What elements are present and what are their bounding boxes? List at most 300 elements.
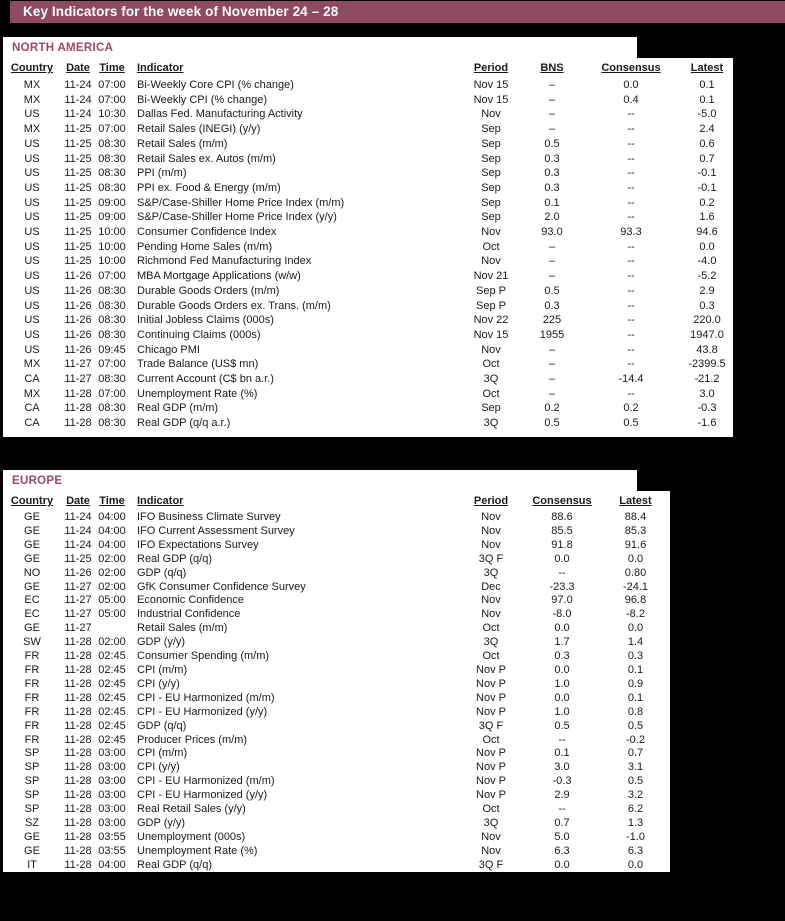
table-cell: 1.6 [699, 211, 715, 224]
europe-table-panel [3, 491, 670, 872]
table-cell: 93.0 [541, 226, 563, 239]
table-cell: 0.5 [627, 775, 644, 788]
table-row [3, 734, 670, 748]
column-header: Time [99, 62, 125, 74]
table-row [3, 78, 733, 93]
table-cell: 0.0 [554, 663, 570, 676]
table-cell: 11-25 [64, 196, 92, 209]
table-cell: 10:30 [98, 108, 126, 121]
table-row [3, 387, 733, 402]
table-cell: -- [627, 167, 635, 180]
table-cell: 11-28 [64, 830, 92, 843]
table-cell: 0.0 [554, 552, 570, 565]
table-cell: -- [627, 328, 635, 341]
table-cell: 02:45 [98, 691, 126, 704]
table-cell: -14.4 [618, 373, 644, 386]
table-cell: 11-28 [64, 691, 92, 704]
table-cell: 0.2 [544, 402, 560, 415]
table-cell: -- [627, 137, 635, 150]
table-cell: 0.5 [627, 719, 644, 732]
table-row [3, 720, 670, 734]
table-cell: GDP (y/y) [137, 636, 186, 649]
table-cell: -8.2 [626, 608, 645, 621]
table-cell: 11-25 [64, 240, 92, 253]
table-row [3, 553, 670, 567]
table-cell: Sep [481, 211, 501, 224]
table-cell: CPI (m/m) [137, 663, 188, 676]
table-cell: 0.7 [554, 816, 570, 829]
table-row [3, 137, 733, 152]
table-cell: US [24, 196, 40, 209]
table-cell: Oct [482, 733, 500, 746]
table-cell: 11-25 [64, 152, 92, 165]
table-cell: GE [24, 580, 40, 593]
table-cell: 0.3 [544, 299, 560, 312]
table-cell: GE [24, 552, 40, 565]
table-cell: 02:00 [98, 566, 126, 579]
table-cell: 08:30 [98, 137, 126, 150]
table-cell: 07:00 [98, 123, 126, 136]
table-cell: Retail Sales (m/m) [137, 137, 228, 150]
table-row [3, 122, 733, 137]
table-cell: CPI - EU Harmonized (m/m) [137, 691, 275, 704]
europe-section-title: EUROPE [12, 475, 63, 487]
table-row [3, 608, 670, 622]
table-cell: Nov [481, 538, 501, 551]
table-cell: 1955 [539, 328, 565, 341]
table-cell: -5.0 [697, 108, 717, 121]
table-row [3, 196, 733, 211]
table-cell: 11-24 [64, 79, 92, 91]
table-cell: – [548, 79, 556, 91]
table-cell: 11-28 [64, 387, 92, 400]
table-cell [95, 622, 129, 636]
table-cell: Nov [481, 226, 501, 239]
table-cell: -1.0 [626, 830, 645, 843]
table-cell: Real GDP (q/q) [137, 552, 212, 565]
table-row [3, 511, 670, 525]
table-cell: 10:00 [98, 240, 126, 253]
table-row [3, 152, 733, 167]
table-row [3, 594, 670, 608]
table-cell: 11-26 [64, 284, 92, 297]
column-header: Indicator [137, 62, 184, 74]
table-cell: 02:45 [98, 677, 126, 690]
table-cell: 88.6 [551, 511, 573, 523]
table-cell: 04:00 [98, 511, 126, 523]
table-cell: 1.0 [554, 705, 570, 718]
column-header: BNS [540, 62, 564, 74]
table-cell: SP [24, 789, 40, 802]
table-cell: -8.0 [552, 608, 572, 621]
table-cell: Dallas Fed. Manufacturing Activity [137, 108, 303, 121]
table-cell: 0.0 [627, 622, 644, 635]
table-row [3, 93, 733, 108]
table-cell: Nov [481, 830, 501, 843]
table-cell: 3Q [483, 636, 499, 649]
table-cell: Oct [482, 387, 500, 400]
table-cell: 0.3 [627, 650, 644, 663]
table-row [3, 650, 670, 664]
table-cell: US [24, 284, 40, 297]
table-cell: FR [24, 691, 40, 704]
table-cell: -0.2 [626, 733, 645, 746]
column-header: Period [473, 62, 509, 74]
table-cell: FR [24, 719, 40, 732]
table-cell: GfK Consumer Confidence Survey [137, 580, 306, 593]
table-cell: -0.1 [697, 167, 717, 180]
table-cell: 11-24 [64, 108, 92, 121]
table-cell: 0.1 [554, 747, 570, 760]
table-cell: 08:30 [98, 328, 126, 341]
table-row [3, 567, 670, 581]
table-cell: Oct [482, 622, 500, 635]
table-cell: 11-28 [64, 677, 92, 690]
table-cell: IFO Expectations Survey [137, 538, 259, 551]
table-row [3, 831, 670, 845]
table-cell: 11-28 [64, 719, 92, 732]
column-header: Date [66, 62, 90, 74]
table-cell: 07:00 [98, 79, 126, 91]
table-cell: -2399.5 [688, 358, 726, 371]
table-cell: Nov 22 [473, 314, 509, 327]
table-cell: 10:00 [98, 255, 126, 268]
table-cell: Unemployment Rate (%) [137, 387, 258, 400]
table-cell: 3Q [483, 816, 499, 829]
table-cell: -- [627, 358, 635, 371]
table-cell: -24.1 [622, 580, 649, 593]
table-cell: -- [627, 196, 635, 209]
table-row [3, 692, 670, 706]
table-cell: 04:00 [98, 538, 126, 551]
table-cell: 02:45 [98, 705, 126, 718]
table-cell: 3.0 [699, 387, 715, 400]
table-row [3, 313, 733, 328]
table-cell: SP [24, 775, 40, 788]
table-cell: 11-25 [64, 226, 92, 239]
table-cell: 97.0 [551, 594, 573, 607]
table-cell: 0.1 [627, 691, 644, 704]
table-cell: SW [23, 636, 41, 649]
table-cell: 11-25 [64, 211, 92, 224]
table-cell: 0.9 [627, 677, 644, 690]
table-row [3, 706, 670, 720]
table-row [3, 678, 670, 692]
section-heading-north-america [3, 37, 637, 58]
table-cell: 02:00 [98, 636, 126, 649]
table-cell: -- [558, 566, 566, 579]
table-cell: Dec [481, 580, 501, 593]
table-cell: – [548, 373, 556, 386]
table-cell: Oct [482, 240, 500, 253]
table-cell: 11-26 [64, 299, 92, 312]
table-cell: 225 [542, 314, 562, 327]
table-cell: -- [627, 240, 635, 253]
table-cell: 0.0 [627, 858, 644, 871]
table-cell: GDP (q/q) [137, 719, 187, 732]
table-cell: 0.2 [623, 402, 639, 415]
table-cell: Initial Jobless Claims (000s) [137, 314, 274, 327]
table-row [3, 747, 670, 761]
table-cell: SP [24, 747, 40, 760]
table-cell: Nov P [476, 705, 506, 718]
table-cell: – [548, 240, 556, 253]
north-america-section-title: NORTH AMERICA [12, 42, 114, 54]
table-cell: Sep [481, 167, 501, 180]
table-cell: Nov [481, 343, 501, 356]
table-cell: MX [23, 93, 41, 106]
table-cell: 91.8 [551, 538, 573, 551]
table-cell: -5.2 [697, 270, 717, 283]
table-cell: FR [24, 733, 40, 746]
table-cell: 11-28 [64, 733, 92, 746]
table-cell: -- [627, 314, 635, 327]
table-header-row [3, 491, 670, 511]
table-cell: 11-25 [64, 123, 92, 136]
table-cell: 2.4 [699, 123, 715, 136]
column-header: Date [66, 495, 90, 507]
table-cell: Real GDP (q/q a.r.) [137, 417, 231, 430]
table-cell: 04:00 [98, 858, 126, 871]
table-cell: Sep P [476, 284, 506, 297]
table-row [3, 240, 733, 255]
table-cell: -- [627, 270, 635, 283]
table-cell: -0.3 [697, 402, 717, 415]
table-cell: IFO Current Assessment Survey [137, 524, 295, 537]
table-row [3, 859, 670, 872]
table-cell: Consumer Spending (m/m) [137, 650, 270, 663]
table-cell: SZ [24, 816, 40, 829]
table-cell: 03:00 [98, 803, 126, 816]
table-cell: -- [558, 733, 566, 746]
table-cell: Bi-Weekly Core CPI (% change) [137, 79, 294, 91]
table-cell: Trade Balance (US$ mn) [137, 358, 259, 371]
table-cell: 11-28 [64, 816, 92, 829]
table-cell: 11-24 [64, 511, 92, 523]
table-row [3, 636, 670, 650]
table-cell: 11-27 [64, 622, 92, 635]
table-cell: 08:30 [98, 402, 126, 415]
table-cell: S&P/Case-Shiller Home Price Index (y/y) [137, 211, 337, 224]
table-cell: 96.8 [624, 594, 647, 607]
table-cell: US [24, 299, 40, 312]
table-cell: US [24, 226, 40, 239]
column-header: Indicator [137, 495, 184, 507]
table-cell: FR [24, 705, 40, 718]
table-body [3, 78, 733, 431]
table-cell: Nov P [476, 691, 506, 704]
table-row [3, 817, 670, 831]
table-cell: 88.4 [624, 511, 647, 523]
table-cell: 11-25 [64, 255, 92, 268]
table-cell: 0.5 [544, 417, 560, 430]
table-cell: 11-28 [64, 705, 92, 718]
table-cell: 0.3 [554, 650, 570, 663]
table-cell: 6.2 [627, 803, 644, 816]
table-cell: Nov [481, 524, 501, 537]
table-cell: PPI (m/m) [137, 167, 187, 180]
table-cell: 11-27 [64, 608, 92, 621]
table-cell: PPI ex. Food & Energy (m/m) [137, 181, 281, 194]
table-cell: 02:00 [98, 552, 126, 565]
column-header: Period [473, 495, 509, 507]
table-cell: Sep P [476, 299, 506, 312]
table-row [3, 401, 733, 416]
table-row [3, 803, 670, 817]
table-cell: 08:30 [98, 152, 126, 165]
table-cell: Real Retail Sales (y/y) [137, 803, 246, 816]
table-cell: 11-28 [64, 747, 92, 760]
table-cell: 0.1 [627, 663, 644, 676]
column-header: Country [10, 495, 54, 507]
table-cell: US [24, 167, 40, 180]
table-row [3, 299, 733, 314]
table-cell: 3Q F [478, 858, 504, 871]
table-cell: 11-26 [64, 328, 92, 341]
table-cell: -21.2 [694, 373, 720, 386]
table-cell: – [548, 358, 556, 371]
table-cell: EC [24, 594, 40, 607]
table-cell: IFO Business Climate Survey [137, 511, 281, 523]
table-cell: 0.7 [699, 152, 715, 165]
table-cell: -0.1 [697, 181, 717, 194]
table-cell: -23.3 [549, 580, 575, 593]
north-america-table [3, 58, 733, 431]
table-cell: Bi-Weekly CPI (% change) [137, 93, 268, 106]
table-cell: EC [24, 608, 40, 621]
table-cell: 03:00 [98, 747, 126, 760]
table-row [3, 284, 733, 299]
table-cell: MX [23, 79, 41, 91]
table-row [3, 254, 733, 269]
table-row [3, 269, 733, 284]
table-cell: 0.80 [624, 566, 647, 579]
table-cell: Nov P [476, 789, 506, 802]
table-cell: 11-28 [64, 803, 92, 816]
table-cell: 5.0 [554, 830, 570, 843]
table-cell: US [24, 270, 40, 283]
table-cell: MX [23, 387, 41, 400]
table-cell: 11-26 [64, 343, 92, 356]
table-cell: 02:00 [98, 580, 126, 593]
table-row [3, 225, 733, 240]
table-cell: 11-25 [64, 552, 92, 565]
table-cell: 85.3 [624, 524, 647, 537]
column-header: Latest [619, 495, 652, 507]
table-cell: 02:45 [98, 719, 126, 732]
table-cell: – [548, 123, 556, 136]
table-cell: 0.2 [699, 196, 715, 209]
table-cell: -- [558, 803, 566, 816]
table-cell: -- [627, 387, 635, 400]
table-cell: 0.0 [554, 691, 570, 704]
table-cell: Nov [481, 255, 501, 268]
column-header: Latest [690, 62, 724, 74]
table-cell: 09:00 [98, 196, 126, 209]
table-cell: 07:00 [98, 387, 126, 400]
table-cell: 10:00 [98, 226, 126, 239]
table-cell: 3Q [483, 566, 499, 579]
table-cell: US [24, 255, 40, 268]
table-cell: 11-28 [64, 636, 92, 649]
table-cell: Nov 21 [473, 270, 509, 283]
table-cell: Oct [482, 358, 500, 371]
table-cell: 0.4 [623, 93, 639, 106]
table-cell: Nov [481, 594, 501, 607]
table-cell: 0.1 [544, 196, 560, 209]
table-cell: Nov 15 [473, 79, 509, 91]
table-cell: – [548, 108, 556, 121]
table-cell: 1.3 [627, 816, 644, 829]
table-cell: US [24, 211, 40, 224]
table-row [3, 622, 670, 636]
table-cell: 6.3 [627, 844, 644, 857]
table-cell: Retail Sales ex. Autos (m/m) [137, 152, 276, 165]
table-cell: 0.0 [554, 858, 570, 871]
table-cell: 09:45 [98, 343, 126, 356]
table-cell: Nov P [476, 663, 506, 676]
table-cell: 0.3 [544, 181, 560, 194]
table-cell: Real GDP (m/m) [137, 402, 219, 415]
table-cell: 02:45 [98, 733, 126, 746]
table-cell: Retail Sales (m/m) [137, 622, 228, 635]
report-title-bar [10, 1, 785, 23]
report-title: Key Indicators for the week of November 24 – 28 [23, 4, 339, 19]
table-cell: 11-27 [64, 580, 92, 593]
table-cell: 11-28 [64, 761, 92, 774]
table-cell: 85.5 [551, 524, 573, 537]
table-cell: 0.3 [544, 152, 560, 165]
table-cell: US [24, 181, 40, 194]
table-cell: Consumer Confidence Index [137, 226, 277, 239]
table-cell: 0.6 [699, 137, 715, 150]
table-cell: GE [24, 524, 40, 537]
table-cell: -- [627, 152, 635, 165]
table-row [3, 416, 733, 431]
table-cell: 05:00 [98, 594, 126, 607]
table-cell: SP [24, 761, 40, 774]
table-cell: 0.1 [699, 93, 715, 106]
table-cell: US [24, 108, 40, 121]
table-cell: Retail Sales (INEGI) (y/y) [137, 123, 261, 136]
table-cell: 09:00 [98, 211, 126, 224]
table-cell: 02:45 [98, 663, 126, 676]
table-cell: 3Q F [478, 719, 504, 732]
table-cell: 11-28 [64, 844, 92, 857]
table-cell: 0.5 [623, 417, 639, 430]
table-cell: 2.9 [699, 284, 715, 297]
table-cell: 04:00 [98, 524, 126, 537]
table-cell: 3.0 [554, 761, 570, 774]
table-cell: FR [24, 663, 40, 676]
table-cell: -- [627, 181, 635, 194]
table-cell: Sep [481, 402, 501, 415]
table-cell: 07:00 [98, 93, 126, 106]
table-cell: 0.3 [544, 167, 560, 180]
table-cell: Real GDP (q/q) [137, 858, 212, 871]
table-cell: 11-28 [64, 650, 92, 663]
table-cell: CPI - EU Harmonized (y/y) [137, 789, 268, 802]
table-cell: 1.0 [554, 677, 570, 690]
table-cell: MX [23, 123, 41, 136]
table-cell: 0.7 [627, 747, 644, 760]
table-row [3, 761, 670, 775]
table-cell: Chicago PMI [137, 343, 200, 356]
table-cell: 0.5 [554, 719, 570, 732]
table-cell: 11-26 [64, 270, 92, 283]
table-body [3, 511, 670, 872]
column-header: Consensus [601, 62, 661, 74]
